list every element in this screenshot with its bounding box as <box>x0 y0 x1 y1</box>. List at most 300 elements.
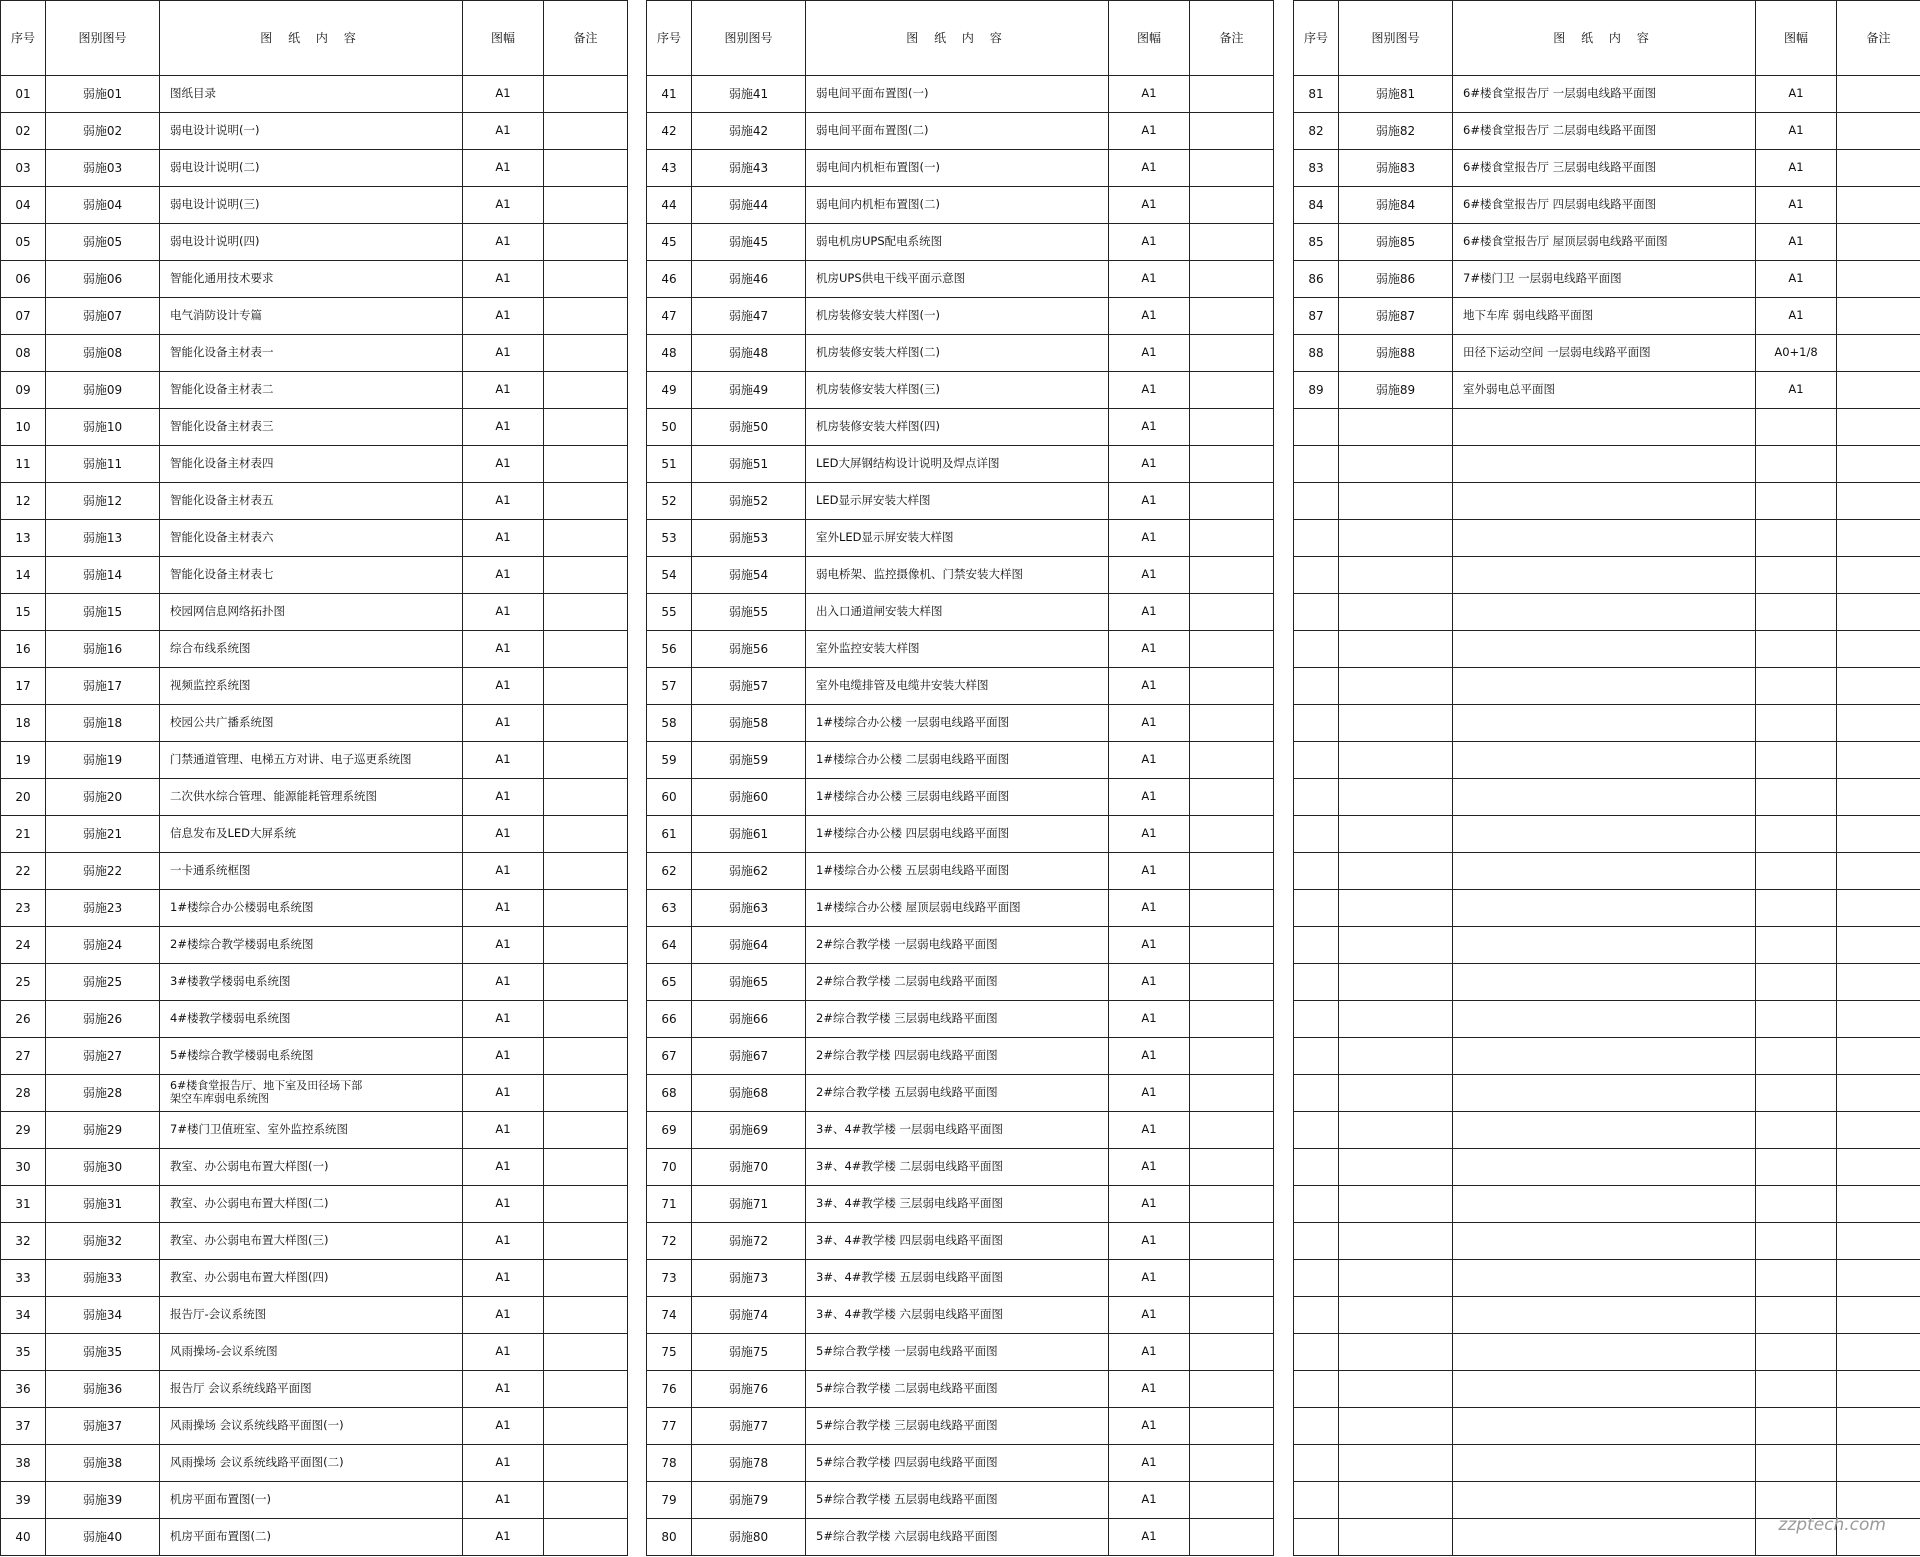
cell-no: 72 <box>647 1223 692 1260</box>
cell-no: 68 <box>647 1075 692 1112</box>
cell-size <box>1756 1482 1837 1519</box>
cell-code <box>1339 927 1453 964</box>
cell-no: 12 <box>1 483 46 520</box>
cell-no <box>1294 1149 1339 1186</box>
cell-no: 21 <box>1 816 46 853</box>
cell-remark <box>1837 1075 1920 1112</box>
cell-size: A1 <box>1109 779 1190 816</box>
cell-remark <box>544 668 628 705</box>
header-row <box>647 1 1274 76</box>
cell-size: A1 <box>1109 594 1190 631</box>
cell-no <box>1294 927 1339 964</box>
cell-size: A1 <box>463 1223 544 1260</box>
cell-code <box>1339 1260 1453 1297</box>
table-row <box>1294 594 1920 631</box>
cell-no <box>1294 1519 1339 1556</box>
table-row <box>1294 1297 1920 1334</box>
cell-title: 智能化通用技术要求 <box>160 261 463 298</box>
table-row <box>1 964 628 1001</box>
cell-code: 弱施22 <box>46 853 160 890</box>
cell-size: A1 <box>463 1075 544 1112</box>
cell-title <box>1453 1445 1756 1482</box>
cell-size: A1 <box>463 1112 544 1149</box>
cell-code: 弱施21 <box>46 816 160 853</box>
table-row <box>1 594 628 631</box>
cell-size: A1 <box>1109 1038 1190 1075</box>
table-row <box>1 520 628 557</box>
cell-no: 32 <box>1 1223 46 1260</box>
cell-no: 78 <box>647 1445 692 1482</box>
cell-title: 弱电设计说明(一) <box>160 113 463 150</box>
cell-size <box>1756 705 1837 742</box>
cell-code: 弱施12 <box>46 483 160 520</box>
cell-no: 62 <box>647 853 692 890</box>
table-row <box>1 853 628 890</box>
cell-code: 弱施70 <box>692 1149 806 1186</box>
cell-title: 综合布线系统图 <box>160 631 463 668</box>
cell-code: 弱施73 <box>692 1260 806 1297</box>
cell-code <box>1339 1075 1453 1112</box>
cell-code <box>1339 409 1453 446</box>
cell-code: 弱施87 <box>1339 298 1453 335</box>
cell-title: 5#综合教学楼 五层弱电线路平面图 <box>806 1482 1109 1519</box>
cell-code: 弱施44 <box>692 187 806 224</box>
cell-no: 45 <box>647 224 692 261</box>
cell-remark <box>1837 76 1920 113</box>
table-row <box>1 557 628 594</box>
cell-no: 04 <box>1 187 46 224</box>
cell-no: 82 <box>1294 113 1339 150</box>
cell-remark <box>544 1334 628 1371</box>
cell-title: 2#楼综合教学楼弱电系统图 <box>160 927 463 964</box>
cell-no: 48 <box>647 335 692 372</box>
header-code: 图别图号 <box>1339 1 1453 76</box>
cell-no: 20 <box>1 779 46 816</box>
cell-remark <box>1837 1482 1920 1519</box>
cell-remark <box>1190 964 1274 1001</box>
table-row <box>1 1112 628 1149</box>
cell-code: 弱施32 <box>46 1223 160 1260</box>
cell-code: 弱施69 <box>692 1112 806 1149</box>
cell-title: LED显示屏安装大样图 <box>806 483 1109 520</box>
cell-size <box>1756 1075 1837 1112</box>
table-row <box>1294 1112 1920 1149</box>
cell-size: A1 <box>463 520 544 557</box>
cell-remark <box>1837 594 1920 631</box>
table-row <box>647 890 1274 927</box>
cell-title: 室外电缆排管及电缆井安装大样图 <box>806 668 1109 705</box>
cell-remark <box>1190 446 1274 483</box>
cell-remark <box>1190 372 1274 409</box>
cell-code: 弱施76 <box>692 1371 806 1408</box>
cell-no: 17 <box>1 668 46 705</box>
cell-size: A1 <box>1109 1408 1190 1445</box>
cell-no: 36 <box>1 1371 46 1408</box>
cell-size <box>1756 1445 1837 1482</box>
cell-no: 26 <box>1 1001 46 1038</box>
cell-no <box>1294 1408 1339 1445</box>
cell-code: 弱施03 <box>46 150 160 187</box>
cell-code: 弱施07 <box>46 298 160 335</box>
cell-title: 7#楼门卫值班室、室外监控系统图 <box>160 1112 463 1149</box>
cell-size: A1 <box>1109 1112 1190 1149</box>
cell-size: A1 <box>463 890 544 927</box>
cell-size: A1 <box>1756 261 1837 298</box>
cell-remark <box>1190 853 1274 890</box>
cell-no: 10 <box>1 409 46 446</box>
cell-code <box>1339 668 1453 705</box>
cell-remark <box>544 187 628 224</box>
table-row <box>647 187 1274 224</box>
cell-no: 30 <box>1 1149 46 1186</box>
cell-title: 5#综合教学楼 一层弱电线路平面图 <box>806 1334 1109 1371</box>
cell-code <box>1339 705 1453 742</box>
cell-remark <box>544 816 628 853</box>
table-row <box>647 446 1274 483</box>
cell-remark <box>1190 1112 1274 1149</box>
cell-size <box>1756 557 1837 594</box>
table-row <box>647 1075 1274 1112</box>
cell-no: 75 <box>647 1334 692 1371</box>
cell-no: 33 <box>1 1260 46 1297</box>
cell-size: A1 <box>1109 1001 1190 1038</box>
cell-title: 3#楼教学楼弱电系统图 <box>160 964 463 1001</box>
table-row <box>647 1334 1274 1371</box>
cell-title: 1#楼综合办公楼 屋顶层弱电线路平面图 <box>806 890 1109 927</box>
table-row <box>1294 1001 1920 1038</box>
cell-code <box>1339 1038 1453 1075</box>
table-row <box>1294 76 1920 113</box>
cell-remark <box>544 1260 628 1297</box>
cell-no: 59 <box>647 742 692 779</box>
cell-code: 弱施26 <box>46 1001 160 1038</box>
cell-title: 6#楼食堂报告厅 二层弱电线路平面图 <box>1453 113 1756 150</box>
cell-title: 智能化设备主材表四 <box>160 446 463 483</box>
cell-title <box>1453 483 1756 520</box>
table-row <box>1 113 628 150</box>
cell-size: A1 <box>463 1260 544 1297</box>
cell-size: A1 <box>1109 1186 1190 1223</box>
cell-title: 机房装修安装大样图(一) <box>806 298 1109 335</box>
table-row <box>1294 335 1920 372</box>
cell-remark <box>1837 113 1920 150</box>
cell-code: 弱施30 <box>46 1149 160 1186</box>
cell-remark <box>1837 520 1920 557</box>
cell-remark <box>1837 668 1920 705</box>
cell-size <box>1756 1371 1837 1408</box>
cell-remark <box>544 1482 628 1519</box>
cell-remark <box>544 76 628 113</box>
cell-code <box>1339 853 1453 890</box>
cell-remark <box>1837 1260 1920 1297</box>
cell-title <box>1453 1408 1756 1445</box>
cell-code <box>1339 1223 1453 1260</box>
cell-no: 71 <box>647 1186 692 1223</box>
cell-size: A1 <box>463 1519 544 1556</box>
table-row <box>1294 853 1920 890</box>
table-row <box>1 224 628 261</box>
cell-no: 46 <box>647 261 692 298</box>
cell-size: A1 <box>463 76 544 113</box>
cell-size: A1 <box>1109 853 1190 890</box>
cell-remark <box>1837 705 1920 742</box>
table-row <box>1 1371 628 1408</box>
cell-size <box>1756 1038 1837 1075</box>
cell-no: 42 <box>647 113 692 150</box>
cell-remark <box>1190 113 1274 150</box>
cell-code: 弱施13 <box>46 520 160 557</box>
cell-size: A1 <box>463 1186 544 1223</box>
cell-remark <box>1190 1075 1274 1112</box>
cell-code: 弱施61 <box>692 816 806 853</box>
table-row <box>647 668 1274 705</box>
cell-title: 弱电设计说明(二) <box>160 150 463 187</box>
header-code: 图别图号 <box>692 1 806 76</box>
cell-size <box>1756 594 1837 631</box>
cell-size: A1 <box>463 187 544 224</box>
cell-no: 67 <box>647 1038 692 1075</box>
cell-title: 2#综合教学楼 二层弱电线路平面图 <box>806 964 1109 1001</box>
cell-size: A1 <box>1756 224 1837 261</box>
cell-no <box>1294 1371 1339 1408</box>
cell-remark <box>1837 1297 1920 1334</box>
cell-size: A1 <box>463 1297 544 1334</box>
cell-remark <box>1837 1149 1920 1186</box>
cell-title: 5#综合教学楼 四层弱电线路平面图 <box>806 1445 1109 1482</box>
cell-no: 01 <box>1 76 46 113</box>
cell-size: A1 <box>463 1445 544 1482</box>
header-remark: 备注 <box>1190 1 1274 76</box>
cell-remark <box>1837 631 1920 668</box>
cell-remark <box>544 890 628 927</box>
cell-no: 18 <box>1 705 46 742</box>
cell-size: A1 <box>1109 1445 1190 1482</box>
table-row <box>1 1186 628 1223</box>
cell-code <box>1339 483 1453 520</box>
cell-remark <box>544 779 628 816</box>
cell-title: 智能化设备主材表五 <box>160 483 463 520</box>
cell-code: 弱施23 <box>46 890 160 927</box>
cell-title: 机房平面布置图(一) <box>160 1482 463 1519</box>
cell-no <box>1294 1297 1339 1334</box>
cell-code: 弱施18 <box>46 705 160 742</box>
cell-remark <box>544 1519 628 1556</box>
cell-title: 二次供水综合管理、能源能耗管理系统图 <box>160 779 463 816</box>
cell-code: 弱施17 <box>46 668 160 705</box>
cell-size: A1 <box>1109 76 1190 113</box>
cell-code: 弱施52 <box>692 483 806 520</box>
cell-no: 57 <box>647 668 692 705</box>
cell-no <box>1294 446 1339 483</box>
cell-title: 智能化设备主材表三 <box>160 409 463 446</box>
table-row <box>1 446 628 483</box>
header-size: 图幅 <box>1756 1 1837 76</box>
cell-code: 弱施53 <box>692 520 806 557</box>
cell-code: 弱施80 <box>692 1519 806 1556</box>
cell-code: 弱施40 <box>46 1519 160 1556</box>
table-row <box>1294 1075 1920 1112</box>
cell-size: A0+1/8 <box>1756 335 1837 372</box>
table-row <box>1 187 628 224</box>
header-title: 图 纸 内 容 <box>1453 1 1756 76</box>
table-row <box>647 1297 1274 1334</box>
cell-remark <box>1837 335 1920 372</box>
cell-remark <box>1190 594 1274 631</box>
cell-no: 24 <box>1 927 46 964</box>
table-row <box>1 261 628 298</box>
cell-no: 29 <box>1 1112 46 1149</box>
cell-title <box>1453 1260 1756 1297</box>
cell-size: A1 <box>463 631 544 668</box>
cell-size <box>1756 483 1837 520</box>
header-title: 图 纸 内 容 <box>160 1 463 76</box>
cell-size: A1 <box>1109 557 1190 594</box>
cell-title: 一卡通系统框图 <box>160 853 463 890</box>
cell-code: 弱施82 <box>1339 113 1453 150</box>
table-row <box>647 1149 1274 1186</box>
cell-remark <box>544 298 628 335</box>
cell-title: 5#楼综合教学楼弱电系统图 <box>160 1038 463 1075</box>
cell-code <box>1339 1149 1453 1186</box>
cell-code: 弱施67 <box>692 1038 806 1075</box>
cell-code: 弱施47 <box>692 298 806 335</box>
table-row <box>647 742 1274 779</box>
cell-remark <box>1190 298 1274 335</box>
cell-remark <box>544 1186 628 1223</box>
cell-code: 弱施79 <box>692 1482 806 1519</box>
cell-code: 弱施34 <box>46 1297 160 1334</box>
cell-no: 11 <box>1 446 46 483</box>
cell-remark <box>1837 1371 1920 1408</box>
cell-no: 54 <box>647 557 692 594</box>
cell-title <box>1453 964 1756 1001</box>
cell-title: 信息发布及LED大屏系统 <box>160 816 463 853</box>
table-row <box>1 631 628 668</box>
cell-remark <box>544 964 628 1001</box>
cell-title: 7#楼门卫 一层弱电线路平面图 <box>1453 261 1756 298</box>
cell-size: A1 <box>1109 150 1190 187</box>
cell-no <box>1294 1334 1339 1371</box>
cell-size: A1 <box>1109 1223 1190 1260</box>
table-row <box>1 1482 628 1519</box>
table-row <box>647 1001 1274 1038</box>
cell-code: 弱施89 <box>1339 372 1453 409</box>
cell-remark <box>544 113 628 150</box>
cell-size: A1 <box>463 298 544 335</box>
cell-code: 弱施42 <box>692 113 806 150</box>
table-row <box>1294 446 1920 483</box>
cell-no: 73 <box>647 1260 692 1297</box>
cell-title: 风雨操场-会议系统图 <box>160 1334 463 1371</box>
cell-size: A1 <box>1109 1482 1190 1519</box>
cell-no: 09 <box>1 372 46 409</box>
cell-remark <box>1837 409 1920 446</box>
index-table-body <box>1 1 628 1556</box>
cell-code: 弱施15 <box>46 594 160 631</box>
table-row <box>1294 261 1920 298</box>
cell-code <box>1339 742 1453 779</box>
cell-size: A1 <box>1109 409 1190 446</box>
cell-title: 校园网信息网络拓扑图 <box>160 594 463 631</box>
cell-title: 报告厅-会议系统图 <box>160 1297 463 1334</box>
cell-title <box>1453 594 1756 631</box>
cell-no: 40 <box>1 1519 46 1556</box>
cell-remark <box>1837 187 1920 224</box>
cell-remark <box>1837 298 1920 335</box>
cell-remark <box>1190 1297 1274 1334</box>
cell-code: 弱施36 <box>46 1371 160 1408</box>
cell-code: 弱施54 <box>692 557 806 594</box>
cell-title <box>1453 927 1756 964</box>
cell-title <box>1453 1297 1756 1334</box>
table-row <box>1294 520 1920 557</box>
table-row <box>1294 557 1920 594</box>
cell-no <box>1294 1038 1339 1075</box>
table-row <box>1294 113 1920 150</box>
cell-size <box>1756 1223 1837 1260</box>
cell-remark <box>1190 1001 1274 1038</box>
cell-remark <box>1837 964 1920 1001</box>
cell-no <box>1294 1482 1339 1519</box>
cell-code: 弱施75 <box>692 1334 806 1371</box>
cell-no: 66 <box>647 1001 692 1038</box>
header-remark: 备注 <box>544 1 628 76</box>
cell-remark <box>544 1149 628 1186</box>
header-remark: 备注 <box>1837 1 1920 76</box>
watermark: zzptech.com <box>1778 1515 1886 1535</box>
table-row <box>647 1519 1274 1556</box>
cell-title: 5#综合教学楼 三层弱电线路平面图 <box>806 1408 1109 1445</box>
cell-title: 1#楼综合办公楼 四层弱电线路平面图 <box>806 816 1109 853</box>
cell-size: A1 <box>1109 520 1190 557</box>
cell-no: 65 <box>647 964 692 1001</box>
cell-no: 03 <box>1 150 46 187</box>
cell-title <box>1453 1075 1756 1112</box>
cell-title: 教室、办公弱电布置大样图(一) <box>160 1149 463 1186</box>
cell-code: 弱施60 <box>692 779 806 816</box>
cell-no <box>1294 520 1339 557</box>
table-row <box>647 853 1274 890</box>
cell-size: A1 <box>1109 742 1190 779</box>
cell-remark <box>1190 224 1274 261</box>
cell-no: 44 <box>647 187 692 224</box>
cell-remark <box>1190 742 1274 779</box>
cell-title <box>1453 1482 1756 1519</box>
cell-no: 70 <box>647 1149 692 1186</box>
table-row <box>1 1223 628 1260</box>
cell-code: 弱施02 <box>46 113 160 150</box>
cell-remark <box>1837 1186 1920 1223</box>
cell-size: A1 <box>463 150 544 187</box>
cell-no <box>1294 409 1339 446</box>
cell-remark <box>1190 779 1274 816</box>
cell-title <box>1453 557 1756 594</box>
table-row <box>1 1038 628 1075</box>
cell-code: 弱施46 <box>692 261 806 298</box>
cell-size <box>1756 1334 1837 1371</box>
cell-remark <box>544 372 628 409</box>
cell-size: A1 <box>463 1334 544 1371</box>
cell-code: 弱施06 <box>46 261 160 298</box>
cell-remark <box>544 631 628 668</box>
cell-size: A1 <box>463 1149 544 1186</box>
cell-remark <box>544 705 628 742</box>
table-row <box>647 520 1274 557</box>
cell-code: 弱施48 <box>692 335 806 372</box>
cell-no: 56 <box>647 631 692 668</box>
cell-size: A1 <box>463 224 544 261</box>
cell-code: 弱施28 <box>46 1075 160 1112</box>
